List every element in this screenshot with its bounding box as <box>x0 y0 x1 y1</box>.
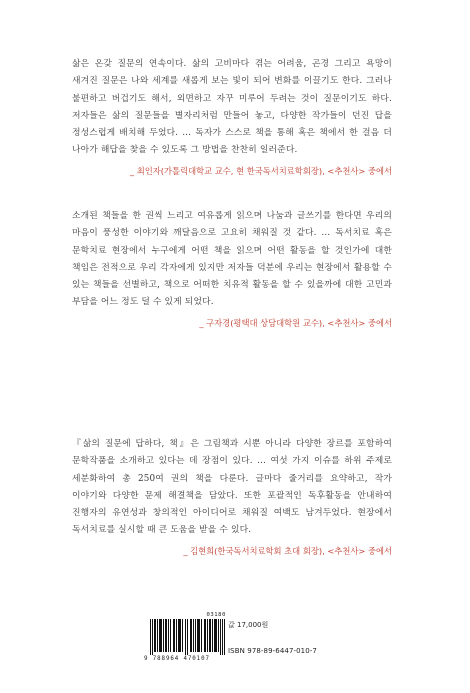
quote-block-2 <box>72 208 392 330</box>
quote-attribution-1: _ 최인자(가톨릭대학교 교수, 현 한국독서치료학회장), <추천사> 중에서 <box>129 165 392 176</box>
quote-block-3 <box>72 436 392 558</box>
price-label: 값 17,000원 <box>228 621 269 629</box>
quote-attribution-3: _ 김현희(한국독서치료학회 초대 회장), <추천사> 중에서 <box>183 545 392 556</box>
barcode-bars <box>150 619 226 655</box>
barcode-addon-number: 03180 <box>206 612 226 618</box>
quote-text-1: 삶은 온갖 질문의 연속이다. 삶의 고비마다 겪는 어려움, 곤경 그리고 욕망이 새겨진 질문은 나와 세계를 새롭게 보는 빛이 되어 변화를 이끌기도 한다. 그러나 불편하고 버겁기도 해서, 외면하고 자꾸 미루어 두려는 것이 질문이기도 하다. 저자들은 삶의 질문들을 별자리처럼 만들어 놓고, 다양한 작가들이 던진 답을 정성스럽게 배치해 두었다. … 독자가 스스로 책을 통해 혹은 책에서 한 걸음 더 나아가 해답을 찾을 수 있도록 그 방법을 찬찬히 일러준다. <box>72 59 392 156</box>
quote-attribution-2: _ 구자경(평택대 상담대학원 교수), <추천사> 중에서 <box>199 317 392 328</box>
isbn-label: ISBN 978-89-6447-010-7 <box>228 647 317 655</box>
quote-text-3: 『삶의 질문에 답하다, 책』은 그림책과 시뿐 아니라 다양한 장르를 포함하여 문학작품을 소개하고 있다는 데 장점이 있다. … 여섯 가지 이슈를 하위 주제로 세분화하여 총 250여 권의 책을 다룬다. 글마다 줄거리를 요약하고, 작가 이야기와 다양한 문제 해결책을 담았다. 또한 포괄적인 독후활동을 안내하여 진행자의 유연성과 창의적인 아이디어로 채워질 여백도 남겨두었다. 현장에서 독서치료를 실시할 때 큰 도움을 받을 수 있다. <box>72 439 392 536</box>
barcode-number: 9 788964 470107 <box>144 656 210 662</box>
quote-text-2: 소개된 책들을 한 권씩 느리고 여유롭게 읽으며 나눔과 글쓰기를 한다면 우리의 마음이 풍성한 이야기와 깨달음으로 고요히 채워질 것 같다. … 독서치료 혹은 문학치료 현장에서 누구에게 어떤 책을 읽으며 어떤 활동을 할 것인가에 대한 책임은 전적으로 우리 각자에게 있지만 저자들 덕분에 우리는 현장에서 활용할 수 있는 책들을 선별하고, 책으로 어떠한 치유적 활동을 할 수 있을까에 대한 고민과 부담을 어느 정도 덜 수 있게 되었다. <box>72 211 392 308</box>
quote-block-1 <box>72 56 392 178</box>
